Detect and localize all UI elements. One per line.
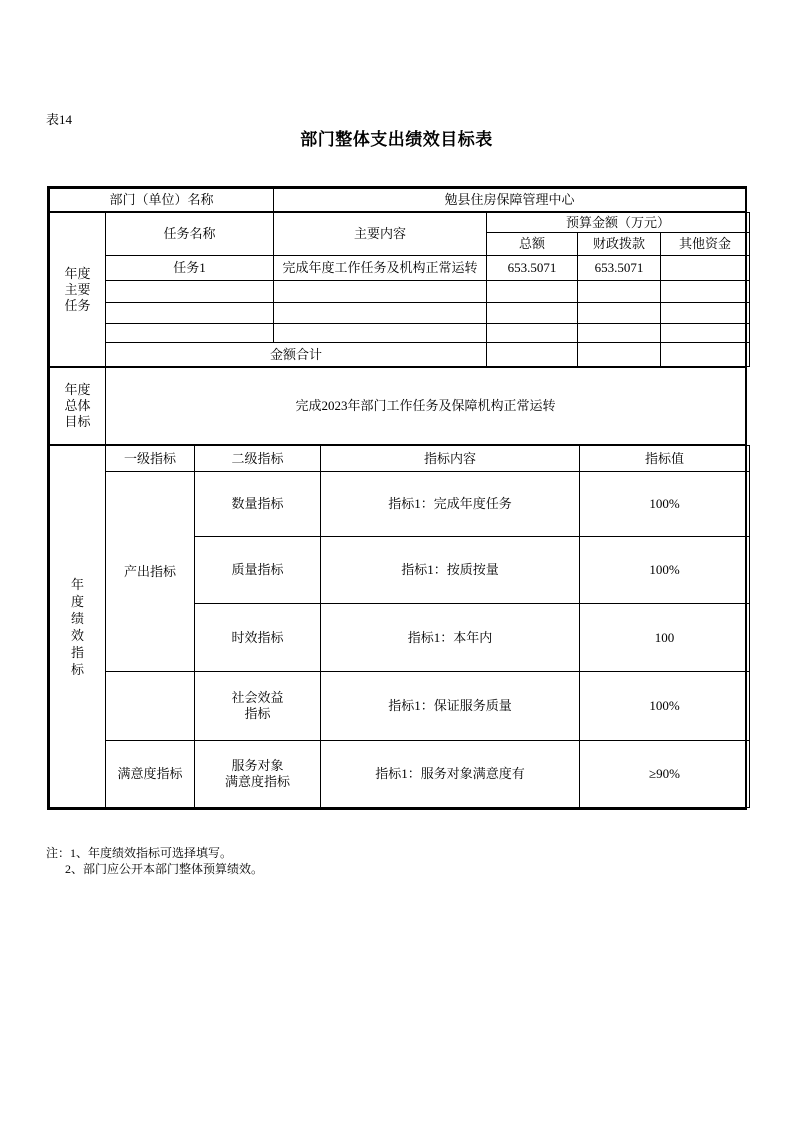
level2-text: 服务对象 满意度指标 [224,758,290,789]
column-header-task-name: 任务名称 [106,213,274,256]
annual-goal-label-text: 年度 总体 目标 [64,382,91,429]
column-header-level1: 一级指标 [106,446,195,472]
indicator-content-cell: 指标1：本年内 [321,604,580,672]
column-header-budget-group: 预算金额（万元） [487,213,750,233]
indicator-content-cell: 指标1：保证服务质量 [321,672,580,741]
task-content-cell [274,281,487,303]
table-row [50,368,746,445]
task-other-cell [661,281,750,303]
table-row [50,446,750,472]
column-header-total: 总额 [487,233,578,256]
annual-tasks-label-text: 年度 主要 任务 [64,265,91,313]
task-name-cell: 任务1 [106,256,274,281]
task-row [50,303,750,324]
sum-other-cell [661,343,750,367]
indicator-row [50,741,750,808]
performance-target-table [47,186,747,810]
task-row [50,324,750,343]
indicator-row [50,672,750,741]
task-name-cell [106,324,274,343]
level1-empty-cell [106,672,195,741]
indicator-value-cell: ≥90% [580,741,750,808]
level1-output-cell: 产出指标 [106,472,195,672]
task-other-cell [661,324,750,343]
indicator-content-cell: 指标1：按质按量 [321,537,580,604]
dept-name-label: 部门（单位）名称 [50,189,274,212]
sum-row [50,343,750,367]
task-row [50,281,750,303]
annual-goal-content: 完成2023年部门工作任务及保障机构正常运转 [106,368,746,445]
level2-text: 社会效益 指标 [231,690,284,721]
indicator-content-cell: 指标1：服务对象满意度有 [321,741,580,808]
task-fiscal-cell [578,281,661,303]
level2-cell [195,741,321,808]
level2-text: 质量指标 [231,562,284,577]
indicator-value-cell: 100% [580,472,750,537]
note-line-1: 注：1、年度绩效指标可选择填写。 [46,846,233,860]
level2-text: 数量指标 [231,496,284,511]
indicators-row-label [50,446,106,808]
task-content-cell [274,324,487,343]
note-line-2: 2、部门应公开本部门整体预算绩效。 [65,862,264,876]
indicator-value-cell: 100 [580,604,750,672]
task-fiscal-cell [578,324,661,343]
task-total-cell [487,303,578,324]
task-total-cell: 653.5071 [487,256,578,281]
annual-goal-section [49,367,746,445]
task-content-cell: 完成年度工作任务及机构正常运转 [274,256,487,281]
annual-tasks-section [49,212,750,367]
task-other-cell [661,256,750,281]
indicator-content-cell: 指标1：完成年度任务 [321,472,580,537]
task-fiscal-cell: 653.5071 [578,256,661,281]
indicator-value-cell: 100% [580,672,750,741]
task-name-cell [106,303,274,324]
task-row [50,256,750,281]
task-name-cell [106,281,274,303]
column-header-other: 其他资金 [661,233,750,256]
level2-cell [195,537,321,604]
column-header-fiscal: 财政拨款 [578,233,661,256]
indicators-section [49,445,750,808]
annual-tasks-row-label [50,213,106,367]
column-header-indicator-value: 指标值 [580,446,750,472]
column-header-main-content: 主要内容 [274,213,487,256]
task-total-cell [487,324,578,343]
level2-cell [195,604,321,672]
sum-fiscal-cell [578,343,661,367]
table-row [50,213,750,233]
table-row [50,189,746,212]
table-number-label: 表14 [46,112,73,127]
task-total-cell [487,281,578,303]
task-other-cell [661,303,750,324]
task-fiscal-cell [578,303,661,324]
indicators-label-text: 年 度 绩 效 指 标 [70,576,84,677]
task-content-cell [274,303,487,324]
level2-text: 时效指标 [231,629,284,645]
column-header-indicator-content: 指标内容 [321,446,580,472]
page-title: 部门整体支出绩效目标表 [300,130,493,149]
level2-cell [195,472,321,537]
dept-name-section [49,188,746,212]
indicator-value-cell: 100% [580,537,750,604]
indicator-row [50,472,750,537]
annual-goal-row-label [50,368,106,445]
column-header-level2: 二级指标 [195,446,321,472]
dept-name-value: 勉县住房保障管理中心 [274,189,746,212]
sum-label-cell: 金额合计 [106,343,487,367]
footnotes [46,845,263,877]
sum-total-cell [487,343,578,367]
level2-cell [195,672,321,741]
level1-satisfaction-cell: 满意度指标 [106,741,195,808]
